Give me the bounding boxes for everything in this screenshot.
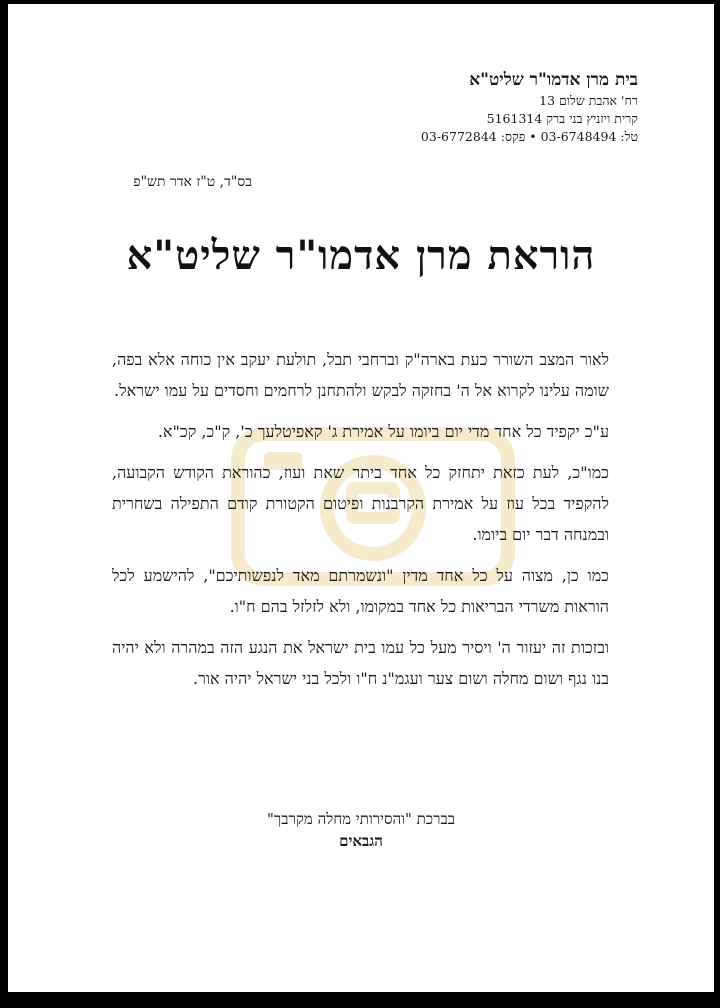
- body-paragraph: ובזכות זה יעזור ה' ויסיר מעל כל עמו בית ישראל את הנגע הזה במהרה ולא יהיה בנו נגף ושום מחלה ושום צער ועגמ"נ ח"ו ולכל בני ישראל יהיה אור.: [112, 638, 609, 688]
- document-page: [8, 4, 714, 992]
- body-paragraph: ע"כ יקפיד כל אחד מדי יום ביומו על אמירת ג' קאפיטלעך כ', ק"כ, קכ"א.: [157, 422, 609, 441]
- letterhead: [421, 68, 638, 146]
- letterhead-name: בית מרן אדמו"ר שליט"א: [469, 70, 638, 90]
- document-body: [112, 344, 609, 704]
- body-paragraph: כמו"כ, לעת כזאת יתחזק כל אחד ביתר שאת ועוז, כהוראת הקודש הקבועה, להקפיד בכל עוז על אמירת הקרבנות ופיטום הקטורת קודם התפילה בשחרית ובמנחה דבר יום ביומו.: [112, 463, 609, 544]
- signature: הגבאים: [339, 832, 383, 850]
- document-date: בס"ד, ט"ז אדר תש"פ: [133, 174, 252, 190]
- letterhead-contact: טל: 03-6748494 • פקס: 03-6772844: [420, 129, 638, 144]
- closing-block: [8, 808, 714, 852]
- letterhead-street: רח' אהבת שלום 13: [539, 93, 638, 108]
- body-paragraph: כמו כן, מצוה על כל אחד מדין "ונשמרתם מאד לנפשותיכם", להישמע לכל הוראות משרדי הבריאות כל אחד במקומו, ולא לזלזל בהם ח"ו.: [112, 566, 610, 616]
- document-title: הוראת מרן אדמו"ר שליט"א: [126, 232, 596, 279]
- letterhead-city: קרית ויזניץ בני ברק 5161314: [486, 111, 638, 126]
- body-paragraph: לאור המצב השורר כעת בארה"ק וברחבי תבל, תולעת יעקב אין כוחה אלא בפה, שומה עלינו לקרוא אל ה' בחזקה לבקש ולהתחנן לרחמים וחסדים על עמו ישראל.: [112, 350, 609, 400]
- closing-blessing: בברכת "והסירותי מחלה מקרבך": [267, 810, 455, 828]
